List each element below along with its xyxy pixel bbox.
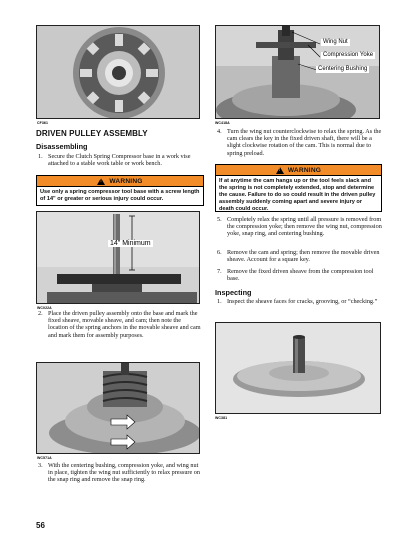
subsection-inspecting: Inspecting <box>215 288 252 297</box>
step-3-text: With the centering bushing, compression yoke, and wing nut in place, tighten the wing nut sufficiently to relax pressure on the snap ring and remove the snap ring. <box>48 462 200 484</box>
warning-box-2 <box>215 164 382 212</box>
figure-code-wc571a: WC571A <box>37 456 52 460</box>
step-6-number: 6. <box>217 249 222 256</box>
step-4 <box>217 128 383 157</box>
step-5-text: Completely relax the spring until all pressure is removed from the compression yoke; then remove the wing nut, compression yoke, snap ring, and centering bushing. <box>227 216 382 238</box>
inspect-step-1-number: 1. <box>217 298 222 305</box>
step-5 <box>217 216 383 238</box>
driven-pulley-on-base-illustration <box>37 363 200 454</box>
subsection-disassembling: Disassembling <box>36 142 88 151</box>
warning-label-2: WARNING <box>287 166 322 174</box>
warning-header-1 <box>37 176 203 187</box>
figure-wc571a-photo <box>36 362 200 454</box>
figure-code-cf361: CF361 <box>37 121 49 125</box>
callout-14-minimum: 14" Minimum <box>110 240 151 247</box>
inspect-step-1-text: Inspect the sheave faces for cracks, grooving, or “checking.” <box>227 298 378 305</box>
inspect-step-1 <box>217 298 383 305</box>
figure-wc022a-photo <box>36 211 200 304</box>
step-4-text: Turn the wing nut counterclockwise to relax the spring. As the cam clears the key in the fixed driven shaft, there will be a slight clockwise rotation of the cam. This is normal due to spring preload. <box>227 128 382 157</box>
figure-code-wc381: WC381 <box>215 416 228 420</box>
step-6 <box>217 249 383 263</box>
figure-cf361-photo <box>36 25 200 119</box>
section-title: DRIVEN PULLEY ASSEMBLY <box>36 129 148 138</box>
sheave-face-illustration <box>216 323 381 414</box>
callout-compression-yoke: Compression Yoke <box>323 52 374 58</box>
warning-text-1: Use only a spring compressor tool base with a screw length of 14" or greater or serious injury could occur. <box>40 189 200 202</box>
figure-code-wc022a: WC022A <box>37 306 52 310</box>
step-6-text: Remove the cam and spring; then remove the movable driven sheave. Account for a square key. <box>227 249 380 264</box>
clutch-top-view-illustration <box>37 26 200 119</box>
step-4-number: 4. <box>217 128 222 135</box>
spring-compressor-illustration <box>37 212 200 304</box>
step-1-text: Secure the Clutch Spring Compressor base in a work vise attached to a stable work table or work bench. <box>48 153 191 168</box>
step-2-text: Place the driven pulley assembly onto the base and mark the fixed sheave, movable sheave, and cam; then note the location of the spring anchors in the movable sheave and cam and mark them for assembly purposes. <box>48 310 201 339</box>
step-2 <box>38 310 202 339</box>
step-7-number: 7. <box>217 268 222 275</box>
step-3 <box>38 462 202 484</box>
page-number: 56 <box>36 521 45 530</box>
step-3-number: 3. <box>38 462 43 469</box>
warning-text-2: If at anytime the cam hangs up or the tool feels slack and the spring is not completely extended, stop and determine the cause. Failure to do so could result in the driven pulley assembly suddenly coming apart and severe injury or death could occur. <box>219 178 376 212</box>
warning-triangle-icon <box>276 167 284 174</box>
warning-label-1: WARNING <box>109 177 143 185</box>
warning-header-2 <box>216 165 381 176</box>
warning-box-1 <box>36 175 204 206</box>
step-2-number: 2. <box>38 310 43 317</box>
figure-wc381-photo <box>215 322 381 414</box>
step-7-text: Remove the fixed driven sheave from the compression tool base. <box>227 268 374 283</box>
callout-centering-bushing: Centering Bushing <box>318 66 368 72</box>
step-5-number: 5. <box>217 216 222 223</box>
figure-code-wc418a: WC418A <box>215 121 230 125</box>
step-1 <box>38 153 202 167</box>
warning-triangle-icon <box>97 178 105 185</box>
callout-wing-nut: Wing Nut <box>323 39 348 45</box>
step-7 <box>217 268 383 282</box>
step-1-number: 1. <box>38 153 43 160</box>
